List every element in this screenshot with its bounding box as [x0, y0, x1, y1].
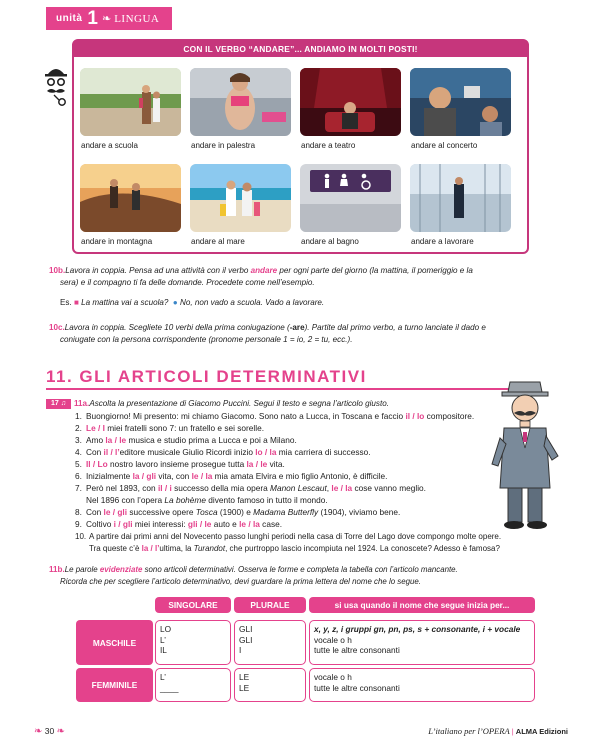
item-text: miei interessi: [132, 519, 188, 529]
item-number: 7. [75, 483, 82, 493]
andare-box-title: CON IL VERBO “ANDARE”... ANDIAMO IN MOLTI POSTI! [74, 41, 527, 57]
header-singolare: SINGOLARE [155, 597, 231, 613]
article-choice[interactable]: il / l’ [103, 447, 120, 457]
item-text: Coltivo [86, 519, 114, 529]
article-form: L’ [160, 634, 166, 645]
mustache-mask-icon [42, 64, 70, 106]
article-choice[interactable]: le / la [331, 483, 353, 493]
list-item [75, 531, 555, 543]
item-number: 6. [75, 471, 82, 481]
article-form: GLI [239, 624, 253, 634]
andare-places-box [72, 39, 529, 254]
publisher-name: ALMA Edizioni [515, 727, 568, 736]
section-label: LINGUA [114, 12, 160, 25]
exercise-text: sono articoli determinativi. Osserva le forme e completa la tabella con l’articolo mancante. [142, 565, 458, 574]
caption-restroom: andare al bagno [301, 237, 359, 246]
unit-number: 1 [87, 8, 98, 29]
item-text: Buongiorno! Mi presento: mi chiamo Giacomo. Sono nato a Lucca, in Toscana e faccio [86, 411, 406, 421]
item-text: Amo [86, 435, 106, 445]
opera-title: La bohème [164, 495, 206, 505]
audio-track-badge[interactable]: 17 ♫ [46, 399, 71, 409]
usage-rule: vocale o h [314, 672, 352, 682]
square-bullet-icon: ■ [73, 298, 79, 307]
exercise-10b-line1 [49, 265, 549, 276]
cell-femminile-usage [309, 668, 535, 702]
page-number-footer [34, 726, 65, 737]
cell-maschile-plurale [234, 620, 306, 665]
list-item [75, 447, 485, 459]
exercise-text: Lavora in coppia. Scegliete 10 verbi della prima coniugazione ( [64, 323, 290, 332]
exercise-10c-line2: coniugate con la persona corrispondente (pronome personale 1 = io, 2 = tu, ecc.). [60, 335, 353, 344]
item-number: 9. [75, 519, 82, 529]
example-label: Es. [60, 298, 72, 307]
article-choice[interactable]: la / l’ [141, 544, 160, 553]
article-form: L’ [160, 672, 166, 682]
unit-header-tab [46, 7, 172, 30]
header-usage: si usa quando il nome che segue inizia per... [309, 597, 535, 613]
beach-photo [190, 164, 291, 232]
highlighted-verb: andare [250, 266, 278, 275]
exercise-text: Le parole [64, 565, 100, 574]
school-photo [80, 68, 181, 136]
exercise-10b-example [60, 297, 550, 308]
opera-title: Tosca [195, 507, 218, 517]
item-number: 10. [75, 532, 87, 541]
list-item [75, 459, 485, 471]
caption-work: andare a lavorare [411, 237, 474, 246]
exercise-number: 10b. [49, 266, 66, 275]
exercise-number: 11a. [74, 399, 90, 408]
item-text: vita. [267, 459, 285, 469]
row-label-femminile: FEMMINILE [76, 668, 153, 702]
item-text: case. [259, 519, 283, 529]
highlighted-word: evidenziate [99, 565, 143, 574]
list-item [75, 507, 495, 519]
theatre-photo [300, 68, 401, 136]
item-text: , [326, 483, 332, 493]
list-item [75, 483, 495, 495]
exercise-number: 10c. [49, 323, 65, 332]
article-choice[interactable]: gli / le [187, 519, 212, 529]
exercise-10c-line1 [49, 322, 549, 333]
item-text: Tra queste c’è [89, 544, 142, 553]
opera-title: Manon Lescaut [270, 483, 327, 493]
caption-mountain: andare in montagna [81, 237, 153, 246]
opera-title: Turandot [193, 544, 226, 553]
article-form: LE [239, 682, 250, 693]
article-choice[interactable]: la / le [246, 459, 268, 469]
item-text: , che purtroppo lascio incompiuta nel 1924. La conoscete? Adesso è famosa? [225, 544, 500, 553]
usage-rule: x, y, z, i gruppi gn, pn, ps, s + consonante, i + vocale [314, 624, 521, 634]
article-choice[interactable]: Il / Lo [86, 459, 108, 469]
item-number: 4. [75, 447, 82, 457]
item-number: 3. [75, 435, 82, 445]
item-number: 5. [75, 459, 82, 469]
exercise-11b-line2: Ricorda che per scegliere l’articolo determinativo, devi guardare la prima lettera del nome che lo segue. [60, 577, 421, 586]
gym-photo [190, 68, 291, 136]
page-number: 30 [44, 726, 55, 736]
caption-gym: andare in palestra [191, 141, 256, 150]
item-text: Con [86, 507, 104, 517]
item-text: mia amata Elvira e mio figlio Antonio, è difficile. [212, 471, 388, 481]
item-text: Nel 1896 con l’opera [86, 495, 165, 505]
exercise-11a-instruction [74, 398, 514, 409]
footer-brand: L’italiano per l’OPERA | ALMA Edizioni [428, 726, 568, 736]
article-choice[interactable]: Le / I [86, 423, 105, 433]
list-item [89, 543, 559, 555]
list-item [75, 423, 485, 435]
cell-femminile-plurale [234, 668, 306, 702]
caption-concert: andare al concerto [411, 141, 478, 150]
caption-theatre: andare a teatro [301, 141, 356, 150]
cell-femminile-singolare [155, 668, 231, 702]
example-question: La mattina vai a scuola? [81, 298, 169, 307]
exercise-number: 11b. [49, 565, 65, 574]
item-text: Però nel 1893, con [86, 483, 158, 493]
item-text: Inizialmente [86, 471, 133, 481]
item-text: compositore. [424, 411, 475, 421]
usage-rule: tutte le altre consonanti [314, 645, 400, 656]
exercise-text: ). Partite dal primo verbo, a turno lanciate il dado e [304, 323, 486, 332]
article-choice[interactable]: il / i [157, 483, 172, 493]
item-text: divento famoso in tutto il mondo. [205, 495, 328, 505]
mountain-photo [80, 164, 181, 232]
article-form: GLI [239, 634, 253, 645]
item-text: (1900) e [217, 507, 254, 517]
track-number: 17 [51, 400, 59, 407]
article-choice[interactable]: lo / la [255, 447, 277, 457]
verb-suffix: -are [289, 323, 305, 332]
dot-bullet-icon: ● [172, 298, 178, 307]
item-text: editore musicale Giulio Ricordi inizio [119, 447, 256, 457]
header-plurale: PLURALE [234, 597, 306, 613]
article-form: IL [160, 645, 167, 656]
item-text: mia carriera di successo. [276, 447, 371, 457]
item-text: vita, con [156, 471, 192, 481]
article-choice[interactable]: le / la [239, 519, 260, 529]
item-text: Con [86, 447, 104, 457]
caption-school: andare a scuola [81, 141, 138, 150]
caption-beach: andare al mare [191, 237, 245, 246]
item-number: 1. [75, 411, 82, 421]
item-text: ultima, la [159, 544, 194, 553]
usage-rule: vocale o h [314, 634, 352, 645]
article-form: LE [239, 672, 250, 682]
list-item [75, 435, 485, 447]
article-form: I [239, 645, 242, 656]
article-choice[interactable]: la / le [105, 435, 127, 445]
article-choice[interactable]: la / gli [132, 471, 157, 481]
item-text: successo della mia opera [171, 483, 271, 493]
usage-rule: tutte le altre consonanti [314, 682, 400, 693]
concert-photo [410, 68, 511, 136]
section-title: 11. GLI ARTICOLI DETERMINATIVI [46, 367, 367, 386]
leaf-icon: ❧ [101, 13, 112, 25]
list-item [75, 519, 495, 531]
cell-maschile-singolare [155, 620, 231, 665]
exercise-text: Ascolta la presentazione di Giacomo Puccini. Segui il testo e segna l’articolo giusto. [89, 399, 389, 408]
restroom-photo [300, 164, 401, 232]
list-item [75, 411, 515, 423]
unit-label: unità [56, 13, 83, 24]
row-label-maschile: MASCHILE [76, 620, 153, 665]
example-answer: No, non vado a scuola. Vado a lavorare. [180, 298, 325, 307]
item-text: successive opere [127, 507, 196, 517]
item-text: auto e [211, 519, 240, 529]
article-choice[interactable]: le / gli [103, 507, 128, 517]
item-number: 8. [75, 507, 82, 517]
cell-maschile-usage [309, 620, 535, 665]
leaf-icon: ❧ [34, 726, 43, 737]
book-title: L’italiano per l’OPERA [428, 726, 510, 736]
work-photo [410, 164, 511, 232]
leaf-icon: ❧ [56, 726, 65, 737]
item-text: miei fratelli sono 7: un fratello e sei sorelle. [104, 423, 265, 433]
item-text: A partire dai primi anni del Novecento passo lunghi periodi nella casa di Torre del Lago dove compongo molte opere. [89, 532, 502, 541]
section-divider [46, 388, 518, 390]
opera-title: Madama Butterfly [253, 507, 319, 517]
exercise-text: per ogni parte del giorno (la mattina, il pomeriggio e la [277, 266, 473, 275]
item-number: 2. [75, 423, 82, 433]
item-text: nostro lavoro insieme prosegue tutta [107, 459, 247, 469]
list-item [86, 495, 496, 507]
item-text: cose vanno meglio. [352, 483, 426, 493]
article-choice[interactable]: il / lo [405, 411, 425, 421]
exercise-11b-line1 [49, 564, 559, 575]
exercise-text: Lavora in coppia. Pensa ad una attività con il verbo [65, 266, 251, 275]
item-text: (1904), viviamo bene. [318, 507, 401, 517]
article-form: LO [160, 624, 172, 634]
list-item [75, 471, 495, 483]
exercise-10b-line2: sera) e il compagno ti fa delle domande. Procedete come nell’esempio. [60, 278, 315, 287]
article-choice[interactable]: le / la [191, 471, 213, 481]
item-text: musica e studio prima a Lucca e poi a Milano. [126, 435, 297, 445]
article-choice[interactable]: i / gli [113, 519, 133, 529]
blank-answer-field[interactable]: ____ [160, 682, 179, 693]
